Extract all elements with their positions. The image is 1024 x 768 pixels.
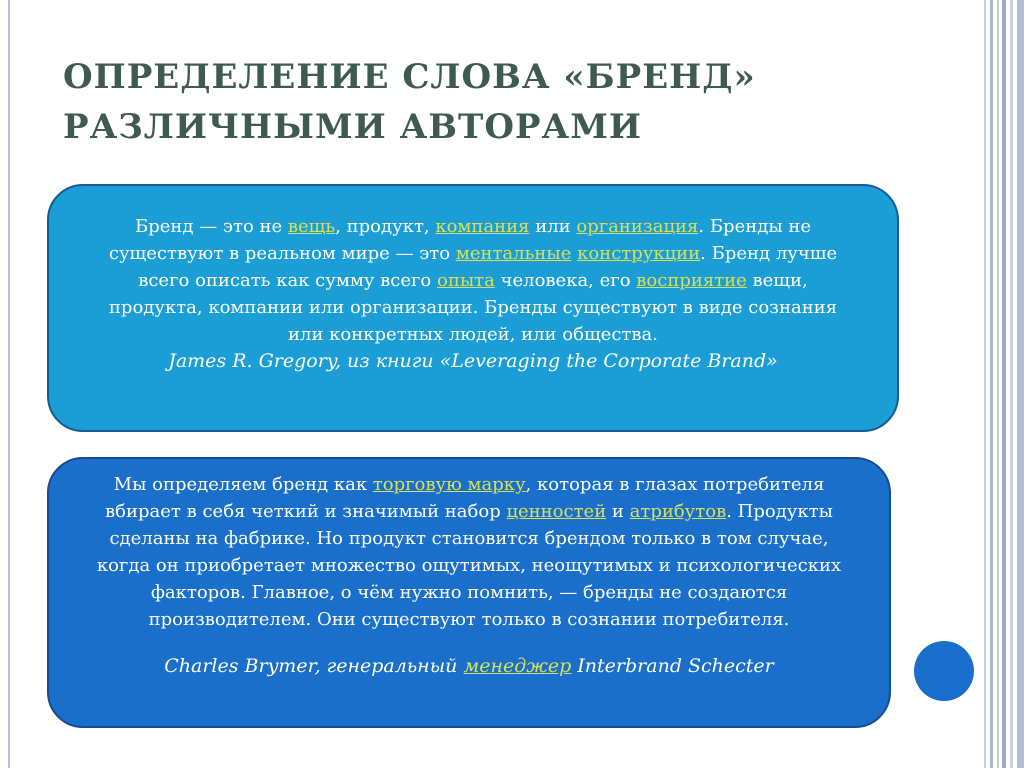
- text-segment: . Бренд лучше всего описать как сумму всего: [138, 243, 838, 291]
- text-segment: Charles Brymer, генеральный: [164, 655, 464, 677]
- quote-author: [89, 653, 849, 680]
- text-segment: , которая в глазах потребителя вбирает в себя четкий и значимый набор: [105, 474, 825, 522]
- text-segment: Interbrand Schecter: [571, 655, 774, 677]
- quote-box-brymer: [47, 457, 891, 728]
- hyperlink[interactable]: компания: [435, 216, 530, 237]
- decorative-stripes: [982, 0, 1024, 768]
- text-segment: и: [606, 501, 630, 522]
- text-segment: James R. Gregory, из книги «Leveraging the Corporate Brand»: [168, 350, 778, 372]
- slide-title-line-2: РАЗЛИЧНЫМИ АВТОРАМИ: [63, 107, 642, 147]
- text-segment: человека, его: [494, 270, 637, 291]
- text-segment: Мы определяем бренд как: [113, 474, 373, 495]
- hyperlink[interactable]: опыта: [437, 270, 495, 291]
- quote-text: [89, 213, 857, 348]
- hyperlink[interactable]: менеджер: [463, 655, 572, 677]
- hyperlink[interactable]: организация: [576, 216, 699, 237]
- slide-title-line-1: ОПРЕДЕЛЕНИЕ СЛОВА «БРЕНД»: [63, 57, 756, 97]
- slide-left-border: [8, 0, 10, 768]
- text-segment: , продукт,: [335, 216, 436, 237]
- hyperlink[interactable]: вещь: [287, 216, 336, 237]
- quote-author: [89, 348, 857, 375]
- quote-box-gregory: [47, 184, 899, 432]
- hyperlink[interactable]: ментальные: [455, 243, 572, 264]
- text-segment: Бренд — это не: [134, 216, 288, 237]
- hyperlink[interactable]: восприятие: [636, 270, 747, 291]
- slide-title: [63, 52, 913, 152]
- hyperlink[interactable]: ценностей: [506, 501, 607, 522]
- accent-circle: [914, 641, 974, 701]
- text-segment: вещи, продукта, компании или организации. Бренды существуют в виде сознания или конкретных людей, или общества.: [108, 270, 838, 345]
- hyperlink[interactable]: конструкции: [577, 243, 701, 264]
- hyperlink[interactable]: торговую марку: [372, 474, 526, 495]
- text-segment: . Продукты сделаны на фабрике. Но продукт становится брендом только в том случае, когда он приобретает множество ощутимых, неощутимых и психологических факторов. Главное, о чём нужно помнить, — бренды не создаются производителем. Они существуют только в сознании потребителя.: [96, 501, 842, 630]
- hyperlink[interactable]: атрибутов: [629, 501, 727, 522]
- text-segment: или: [529, 216, 577, 237]
- text-segment: . Бренды не существуют в реальном мире — это: [108, 216, 812, 264]
- quote-text: [89, 471, 849, 633]
